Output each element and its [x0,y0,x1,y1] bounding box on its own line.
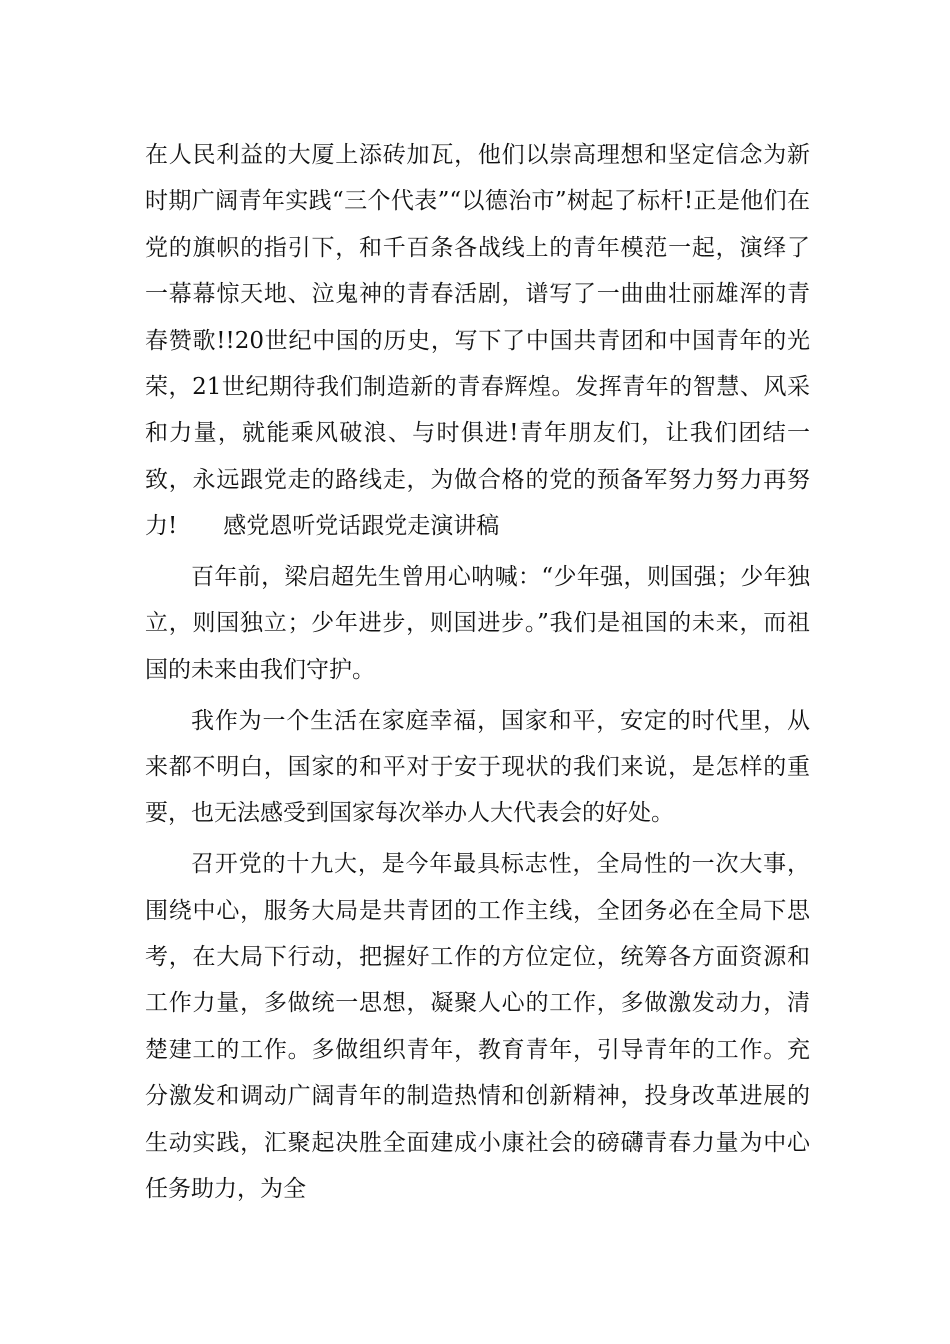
paragraph-nineteenth-congress: 召开党的十九大，是今年最具标志性，全局性的一次大事，围绕中心，服务大局是共青团的工作主线，全团务必在全局下思考，在大局下行动，把握好工作的方位定位，统筹各方面资源和工作力量，多做统一思想，凝聚人心的工作，多做激发动力，清楚建工的工作。多做组织青年，教育青年，引导青年的工作。充分激发和调动广阔青年的制造热情和创新精神，投身改革进展的生动实践，汇聚起决胜全面建成小康社会的磅礴青春力量为中心任务助力，为全 [145,851,810,1203]
document-body [145,132,810,1213]
paragraph-liang-qichao-quote: 百年前，梁启超先生曾用心呐喊：“少年强，则国强；少年独立，则国独立；少年进步，则国进步。”我们是祖国的未来，而祖国的未来由我们守护。 [145,564,810,683]
paragraph-peaceful-era: 我作为一个生活在家庭幸福，国家和平，安定的时代里，从来都不明白，国家的和平对于安于现状的我们来说，是怎样的重要，也无法感受到国家每次举办人大代表会的好处。 [145,707,810,827]
paragraph-continuation: 在人民利益的大厦上添砖加瓦，他们以崇高理想和坚定信念为新时期广阔青年实践“三个代表”“以德治市”树起了标杆!正是他们在党的旗帜的指引下，和千百条各战线上的青年模范一起，演绎了一幕幕惊天地、泣鬼神的青春活剧，谱写了一曲曲壮丽雄浑的青春赞歌!!20世纪中国的历史，写下了中国共青团和中国青年的光荣，21世纪期待我们制造新的青春辉煌。发挥青年的智慧、风采和力量，就能乘风破浪、与时俱进!青年朋友们，让我们团结一致，永远跟党走的路线走，为做合格的党的预备军努力努力再努力! 感党恩听党话跟党走演讲稿 [145,142,810,540]
